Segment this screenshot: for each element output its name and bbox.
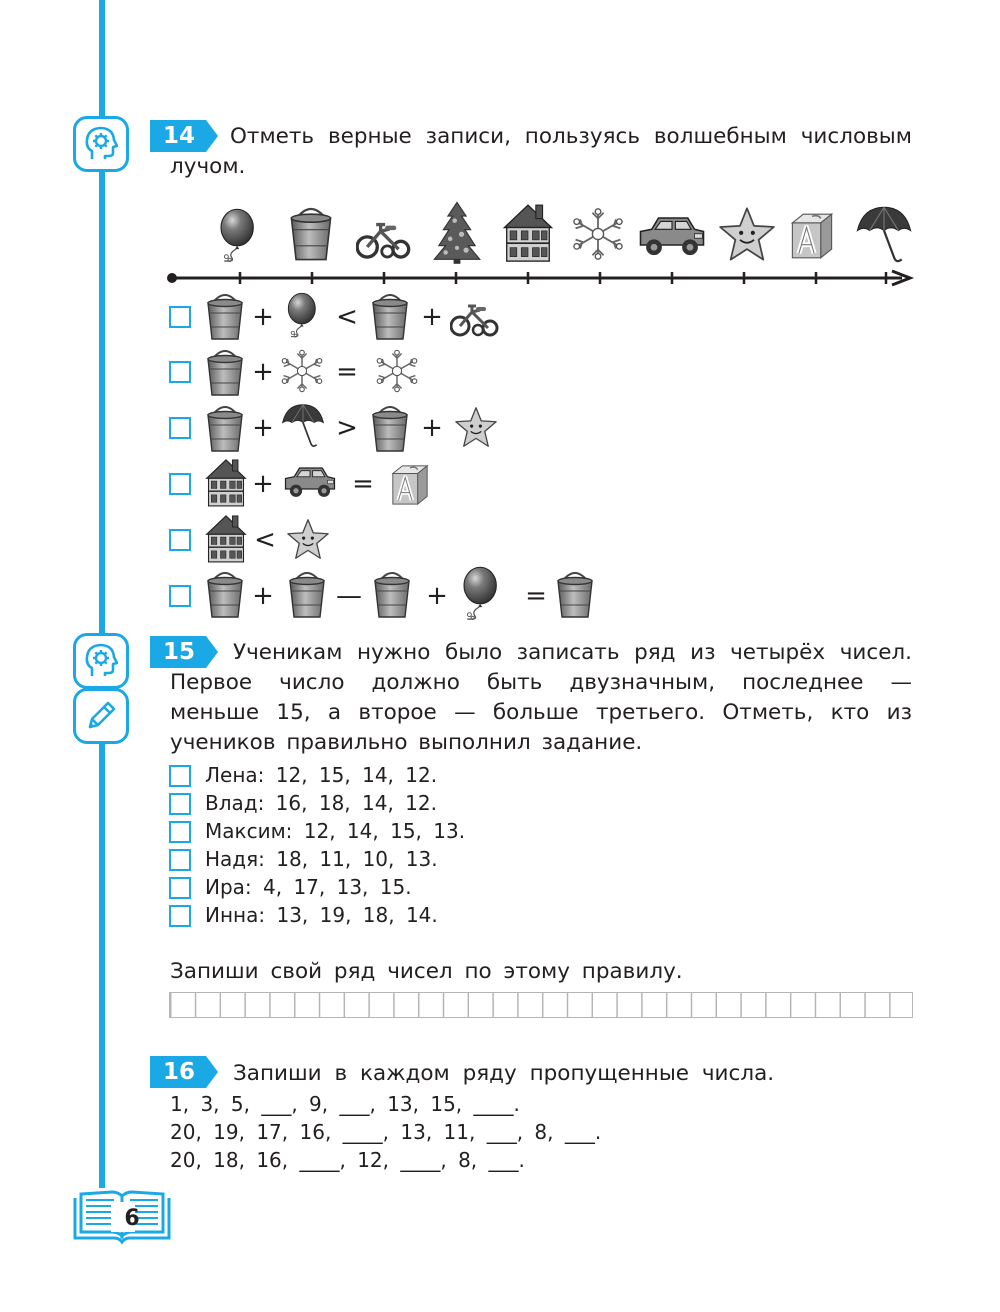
pencil-icon [73, 688, 129, 744]
answer-checkbox[interactable] [169, 765, 191, 787]
tricycle-icon [450, 298, 500, 338]
student-answer: Ира: 4, 17, 13, 15. [205, 875, 412, 899]
star-icon [720, 208, 774, 259]
task-number-badge [150, 636, 220, 668]
task15-text-line: Ученикам нужно было записать ряд из четырёх чисел. [233, 640, 912, 665]
bucket-icon [287, 566, 327, 620]
car-icon [641, 218, 704, 255]
operator: + [252, 357, 274, 387]
student-answer: Инна: 13, 19, 18, 14. [205, 903, 438, 927]
snowflake-icon [574, 209, 622, 259]
operator: + [252, 302, 274, 332]
bucket-icon [555, 566, 595, 620]
operator: = [525, 581, 547, 611]
bucket-icon [205, 288, 245, 342]
write-prompt: Запиши свой ряд чисел по этому правилу. [170, 959, 683, 984]
car-icon [282, 464, 338, 500]
student-answer: Влад: 16, 18, 14, 12. [205, 791, 437, 815]
bucket-icon [291, 209, 330, 260]
answer-checkbox[interactable] [169, 417, 191, 439]
sequence-line[interactable]: 20, 18, 16, ____, 12, ____, 8, ___. [170, 1148, 525, 1172]
answer-checkbox[interactable] [169, 306, 191, 328]
task-number-badge [150, 120, 220, 152]
umbrella-icon [280, 402, 326, 450]
task14-text-line1: Отметь верные записи, пользуясь волшебным числовым [230, 124, 912, 149]
balloon-icon [282, 290, 318, 338]
answer-checkbox[interactable] [169, 905, 191, 927]
operator: < [336, 302, 358, 332]
operator: + [421, 413, 443, 443]
operator: + [252, 413, 274, 443]
snowflake-icon [279, 348, 325, 394]
task-number: 15 [162, 639, 195, 665]
task-number: 16 [162, 1059, 195, 1085]
student-answer: Лена: 12, 15, 14, 12. [205, 763, 438, 787]
task16-text: Запиши в каждом ряду пропущенные числа. [233, 1061, 775, 1086]
answer-checkbox[interactable] [169, 529, 191, 551]
bucket-icon [205, 566, 245, 620]
sequence-line[interactable]: 20, 19, 17, 16, ____, 13, 11, ___, 8, ___. [170, 1120, 602, 1144]
balloon-icon [456, 564, 500, 620]
operator: + [252, 469, 274, 499]
page-number: 6 [124, 1206, 140, 1231]
task14-text-line2: лучом. [170, 154, 246, 179]
operator: < [254, 525, 276, 555]
christmas-tree-icon [434, 202, 479, 263]
bucket-icon [370, 400, 410, 454]
letter-block-icon [389, 462, 431, 508]
operator: + [426, 581, 448, 611]
snowflake-icon [374, 348, 420, 394]
star-icon [454, 406, 498, 448]
task15-text-line: Первое число должно быть двузначным, последнее — [170, 670, 912, 695]
head-gear-icon [73, 633, 129, 689]
task-number: 14 [162, 123, 195, 149]
operator: — [336, 581, 362, 611]
answer-checkbox[interactable] [169, 361, 191, 383]
house-icon [504, 205, 551, 261]
student-answer: Максим: 12, 14, 15, 13. [205, 819, 466, 843]
student-answer: Надя: 18, 11, 10, 13. [205, 847, 438, 871]
answer-checkbox[interactable] [169, 585, 191, 607]
answer-grid[interactable] [169, 992, 913, 1018]
answer-checkbox[interactable] [169, 473, 191, 495]
house-icon [203, 512, 249, 564]
tricycle-icon [357, 225, 409, 257]
bucket-icon [372, 566, 412, 620]
star-icon [286, 518, 330, 560]
operator: + [252, 581, 274, 611]
margin-line [99, 0, 105, 1188]
operator: = [352, 469, 374, 499]
number-ray [160, 196, 920, 288]
operator: > [336, 413, 358, 443]
letter-block-icon [792, 214, 831, 258]
operator: + [421, 302, 443, 332]
answer-checkbox[interactable] [169, 793, 191, 815]
answer-checkbox[interactable] [169, 821, 191, 843]
answer-checkbox[interactable] [169, 849, 191, 871]
answer-checkbox[interactable] [169, 877, 191, 899]
bucket-icon [370, 288, 410, 342]
task-number-badge [150, 1056, 220, 1088]
bucket-icon [205, 400, 245, 454]
head-gear-icon [73, 116, 129, 172]
task15-text-line: учеников правильно выполнил задание. [170, 730, 643, 755]
bucket-icon [205, 344, 245, 398]
sequence-line[interactable]: 1, 3, 5, ___, 9, ___, 13, 15, ____. [170, 1092, 520, 1116]
task15-text-line: меньше 15, а второе — больше третьего. Отметь, кто из [170, 700, 912, 725]
umbrella-icon [857, 207, 910, 261]
operator: = [336, 357, 358, 387]
balloon-icon [221, 209, 253, 261]
house-icon [203, 456, 249, 508]
